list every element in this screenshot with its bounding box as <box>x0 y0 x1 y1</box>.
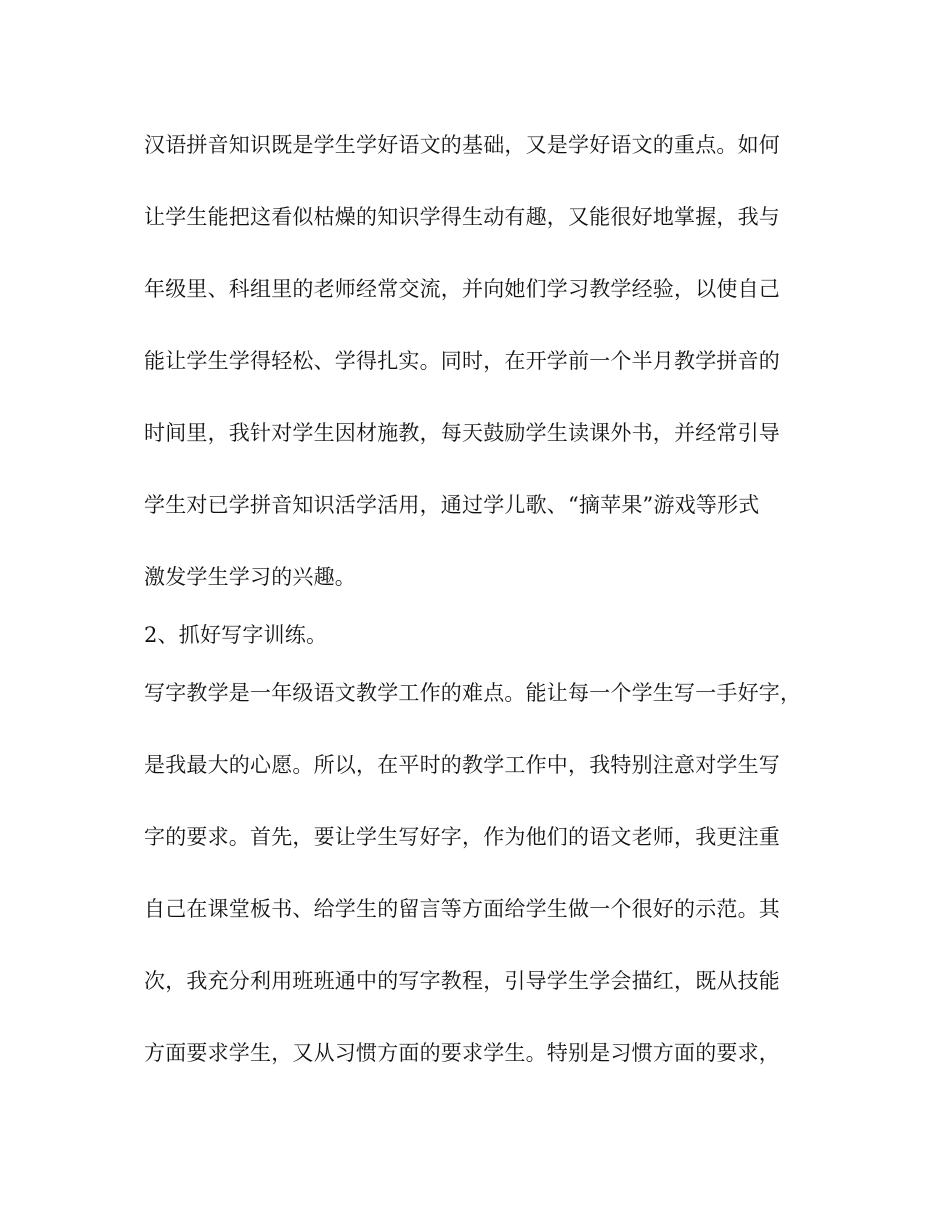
text-line: 写字教学是一年级语文教学工作的难点。能让每一个学生写一手好字， <box>144 681 802 705</box>
text-line: 能让学生学得轻松、学得扎实。同时，在开学前一个半月教学拼音的 <box>144 349 780 373</box>
text-line: 是我最大的心愿。所以，在平时的教学工作中，我特别注意对学生写 <box>144 753 780 777</box>
text-line: 自己在课堂板书、给学生的留言等方面给学生做一个很好的示范。其 <box>144 897 780 921</box>
text-line: 字的要求。首先，要让学生写好字，作为他们的语文老师，我更注重 <box>144 825 780 849</box>
text-line: 年级里、科组里的老师经常交流，并向她们学习教学经验，以使自己 <box>144 277 780 301</box>
text-line: 汉语拼音知识既是学生学好语文的基础，又是学好语文的重点。如何 <box>144 133 780 157</box>
text-line: 方面要求学生，又从习惯方面的要求学生。特别是习惯方面的要求， <box>144 1041 780 1065</box>
text-line: 时间里，我针对学生因材施教，每天鼓励学生读课外书，并经常引导 <box>144 421 780 445</box>
text-line: 让学生能把这看似枯燥的知识学得生动有趣，又能很好地掌握，我与 <box>144 205 780 229</box>
text-line: 激发学生学习的兴趣。 <box>144 565 356 589</box>
text-line: 次，我充分利用班班通中的写字教程，引导学生学会描红，既从技能 <box>144 969 780 993</box>
text-line: 学生对已学拼音知识活学活用，通过学儿歌、“摘苹果”游戏等形式 <box>144 493 760 517</box>
section-heading: 2、抓好写字训练。 <box>144 623 328 647</box>
